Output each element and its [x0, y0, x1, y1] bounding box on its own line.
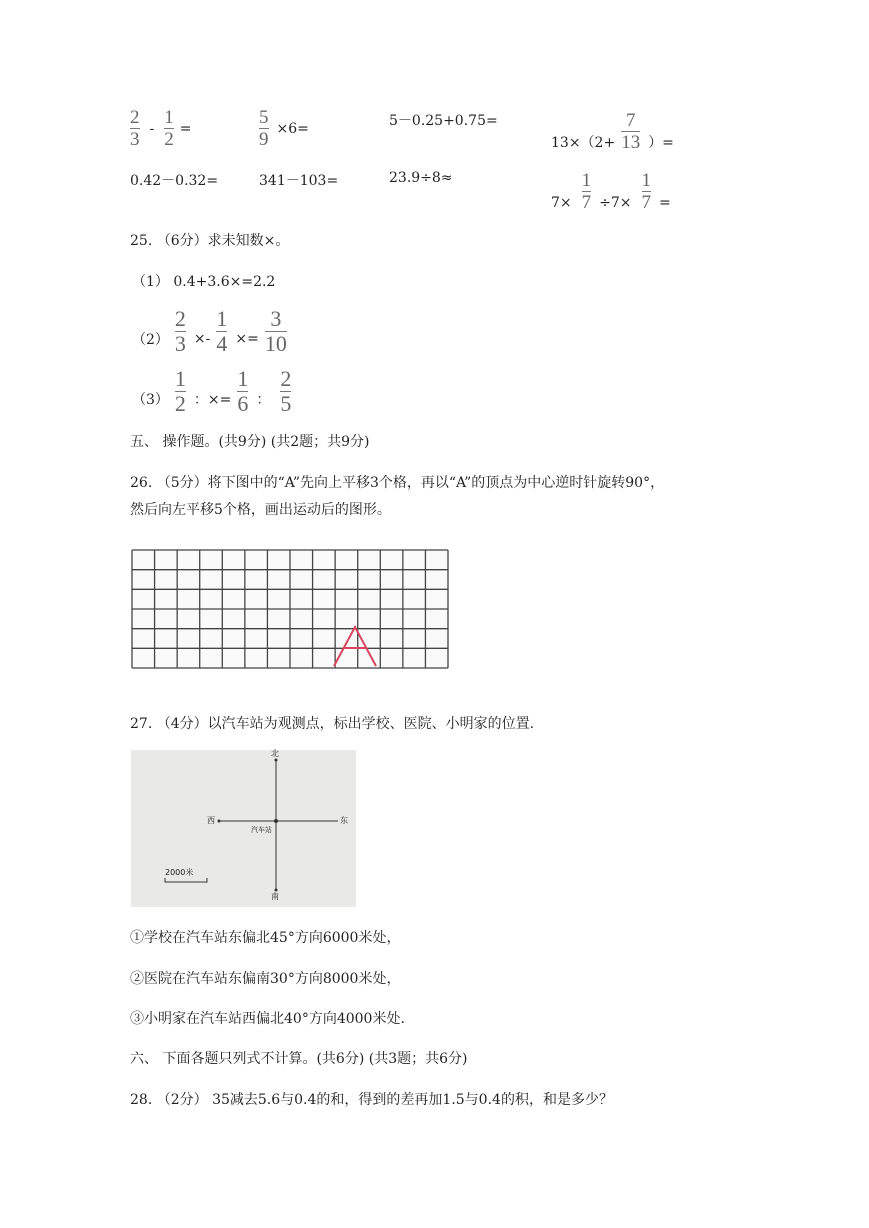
north-label: 北 [271, 749, 279, 758]
expression-pre: 7× [551, 194, 572, 211]
compass-figure [131, 750, 356, 907]
part-label: （2） [132, 331, 169, 348]
q28-text: 28. （2分） 35减去5.6与0.4的和，得到的差再加1.5与0.4的积，和是多少？ [130, 1092, 613, 1108]
denominator: 9 [259, 129, 269, 150]
fraction [621, 111, 640, 152]
calc-r1c2 [259, 108, 309, 149]
fraction [130, 108, 140, 149]
bus-station-label: 汽车站 [251, 826, 272, 834]
fraction [237, 368, 248, 415]
fraction [175, 308, 186, 355]
numerator: 2 [130, 107, 140, 128]
calc-r2c2: 341－103= [259, 173, 339, 189]
q25-part2 [132, 308, 287, 355]
expression-post: ）= [648, 135, 674, 151]
numerator: 7 [625, 109, 636, 131]
denominator: 2 [164, 129, 174, 150]
denominator: 3 [130, 129, 140, 150]
expression-pre: 13×（2+ [551, 135, 616, 151]
denominator: 3 [174, 331, 186, 356]
section-6-heading: 六、 下面各题只列式不计算。(共6分) (共3题；共6分) [130, 1051, 468, 1067]
expression-text: ：×= [193, 391, 232, 408]
fraction [582, 171, 592, 212]
q26-line1: 26. （5分）将下图中的“A”先向上平移3个格，再以“A”的顶点为中心逆时针旋转90°， [130, 475, 665, 491]
denominator: 2 [174, 391, 186, 416]
expression-tail: ×6= [276, 120, 309, 137]
expression-text: ： [256, 391, 271, 408]
numerator: 2 [280, 366, 292, 391]
q27-item-1: ①学校在汽车站东偏北45°方向6000米处， [130, 930, 401, 946]
section-5-heading: 五、 操作题。(共9分) (共2题；共9分) [130, 434, 370, 450]
east-label: 东 [340, 816, 348, 825]
fraction [175, 368, 186, 415]
calc-r2c1: 0.42－0.32= [130, 173, 219, 189]
calc-r1c1 [130, 108, 191, 149]
fraction [259, 108, 269, 149]
fraction [642, 171, 652, 212]
denominator: 5 [280, 391, 292, 416]
expression-text: ×- [193, 330, 211, 347]
calc-r2c4 [551, 171, 671, 212]
denominator: 7 [581, 192, 592, 213]
fraction [265, 308, 287, 355]
numerator: 1 [216, 306, 228, 331]
denominator: 10 [264, 331, 287, 356]
denominator: 13 [621, 131, 641, 153]
expression-mid: ÷7× [599, 194, 632, 211]
part-label: （3） [132, 391, 169, 408]
operator: - [149, 120, 155, 137]
numerator: 3 [270, 306, 282, 331]
q25-part1: （1） 0.4+3.6×=2.2 [132, 274, 276, 290]
numerator: 1 [174, 366, 186, 391]
denominator: 7 [641, 192, 652, 213]
q25-part3 [132, 368, 291, 415]
q26-line2: 然后向左平移5个格，画出运动后的图形。 [130, 502, 391, 518]
fraction [216, 308, 227, 355]
equals: = [659, 194, 671, 211]
numerator: 1 [237, 366, 249, 391]
q25-title: 25. （6分）求未知数×。 [130, 233, 290, 249]
denominator: 6 [237, 391, 249, 416]
expression-text: ×= [235, 330, 259, 347]
q27-item-2: ②医院在汽车站东偏南30°方向8000米处， [130, 971, 401, 987]
calc-r1c3: 5－0.25+0.75= [389, 113, 498, 129]
equals: = [179, 120, 192, 137]
numerator: 1 [581, 170, 592, 191]
q27-item-3: ③小明家在汽车站西偏北40°方向4000米处. [130, 1011, 405, 1027]
fraction [164, 108, 174, 149]
calc-r1c4 [551, 110, 674, 152]
west-label: 西 [207, 816, 215, 825]
fraction [280, 368, 291, 415]
denominator: 4 [216, 331, 228, 356]
scale-label: 2000米 [165, 868, 194, 877]
q27-title: 27. （4分）以汽车站为观测点，标出学校、医院、小明家的位置. [130, 716, 535, 732]
numerator: 2 [174, 306, 186, 331]
numerator: 1 [164, 107, 174, 128]
numerator: 1 [641, 170, 652, 191]
translation-grid [131, 549, 449, 669]
numerator: 5 [259, 107, 269, 128]
south-label: 南 [271, 892, 279, 901]
calc-r2c3: 23.9÷8≈ [389, 170, 453, 186]
